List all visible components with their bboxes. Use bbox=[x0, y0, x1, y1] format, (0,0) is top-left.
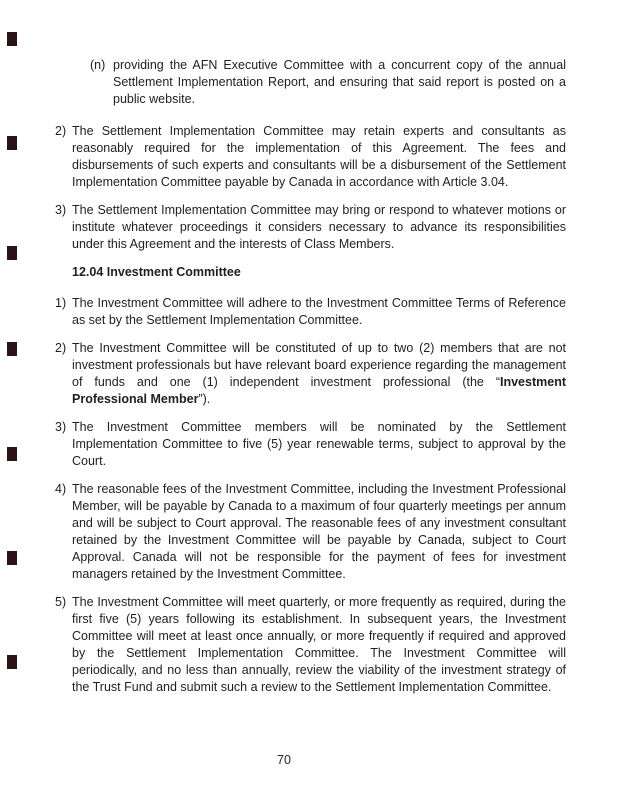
list-item-marker: (n) bbox=[90, 58, 106, 72]
list-item-text: providing the AFN Executive Committee with a concurrent copy of the annual Settlement Implementation Report, and ensuring that said report is posted on a public website. bbox=[113, 58, 566, 106]
investment-item-5 bbox=[55, 594, 566, 696]
list-item-marker: 1) bbox=[55, 296, 67, 310]
section-heading: 12.04 Investment Committee bbox=[72, 265, 241, 279]
scan-artifact-mark bbox=[7, 655, 17, 669]
list-item-text: The Investment Committee will meet quarterly, or more frequently as required, during the first five (5) years following its establishment. In subsequent years, the Investment Committee will meet at least once annually, or more frequently if required and approved by the Settlement Implementation Committee. The Investment Committee will periodically, and no less than annually, review the viability of the investment strategy of the Trust Fund and submit such a review to the Settlement Implementation Committee. bbox=[72, 595, 566, 694]
list-item-n bbox=[90, 57, 566, 108]
list-item-text: The reasonable fees of the Investment Committee, including the Investment Professional Member, will be payable by Canada to a maximum of four quarterly meetings per annum and will be subject to Court approval. The reasonable fees of any investment consultant retained by the Investment Committee will be payable by Canada, subject to Court Approval. Canada will not be responsible for the payment of fees for investment managers retained by the Investment Committee. bbox=[72, 482, 566, 581]
list-item-marker: 2) bbox=[55, 341, 67, 355]
list-item-2 bbox=[55, 123, 566, 191]
page-number: 70 bbox=[277, 753, 291, 767]
list-item-marker: 2) bbox=[55, 124, 67, 138]
list-item-text: The Investment Committee members will be nominated by the Settlement Implementation Committee to five (5) year renewable terms, subject to approval by the Court. bbox=[72, 420, 566, 468]
investment-item-3 bbox=[55, 419, 566, 470]
investment-item-2 bbox=[55, 340, 566, 408]
scan-artifact-mark bbox=[7, 342, 17, 356]
page-content bbox=[55, 57, 566, 707]
list-item-text-segment: The Investment Committee will be constituted of up to two (2) members that are not investment professionals but have relevant board experience regarding the management of funds and one (1) independent investment professional (the “ bbox=[72, 341, 566, 389]
list-item-3 bbox=[55, 202, 566, 253]
list-item-text bbox=[72, 340, 566, 408]
list-item-marker: 5) bbox=[55, 595, 67, 609]
list-item-marker: 3) bbox=[55, 203, 67, 217]
scan-artifact-mark bbox=[7, 246, 17, 260]
list-item-marker: 4) bbox=[55, 482, 67, 496]
scan-artifact-mark bbox=[7, 32, 17, 46]
investment-item-4 bbox=[55, 481, 566, 583]
list-item-text: The Settlement Implementation Committee may retain experts and consultants as reasonably required for the implementation of this Agreement. The fees and disbursements of such experts and consultants will be a disbursement of the Settlement Implementation Committee payable by Canada in accordance with Article 3.04. bbox=[72, 124, 566, 189]
scan-artifact-mark bbox=[7, 447, 17, 461]
scan-artifact-mark bbox=[7, 136, 17, 150]
list-item-text: The Settlement Implementation Committee may bring or respond to whatever motions or institute whatever proceedings it considers necessary to advance its responsibilities under this Agreement and the interests of Class Members. bbox=[72, 203, 566, 251]
defined-term-bold: Investment Professional Member bbox=[72, 375, 566, 406]
scan-artifact-mark bbox=[7, 551, 17, 565]
investment-item-1 bbox=[55, 295, 566, 329]
list-item-marker: 3) bbox=[55, 420, 67, 434]
list-item-text: The Investment Committee will adhere to the Investment Committee Terms of Reference as set by the Settlement Implementation Committee. bbox=[72, 296, 566, 327]
list-item-text-segment: ”). bbox=[198, 392, 211, 406]
